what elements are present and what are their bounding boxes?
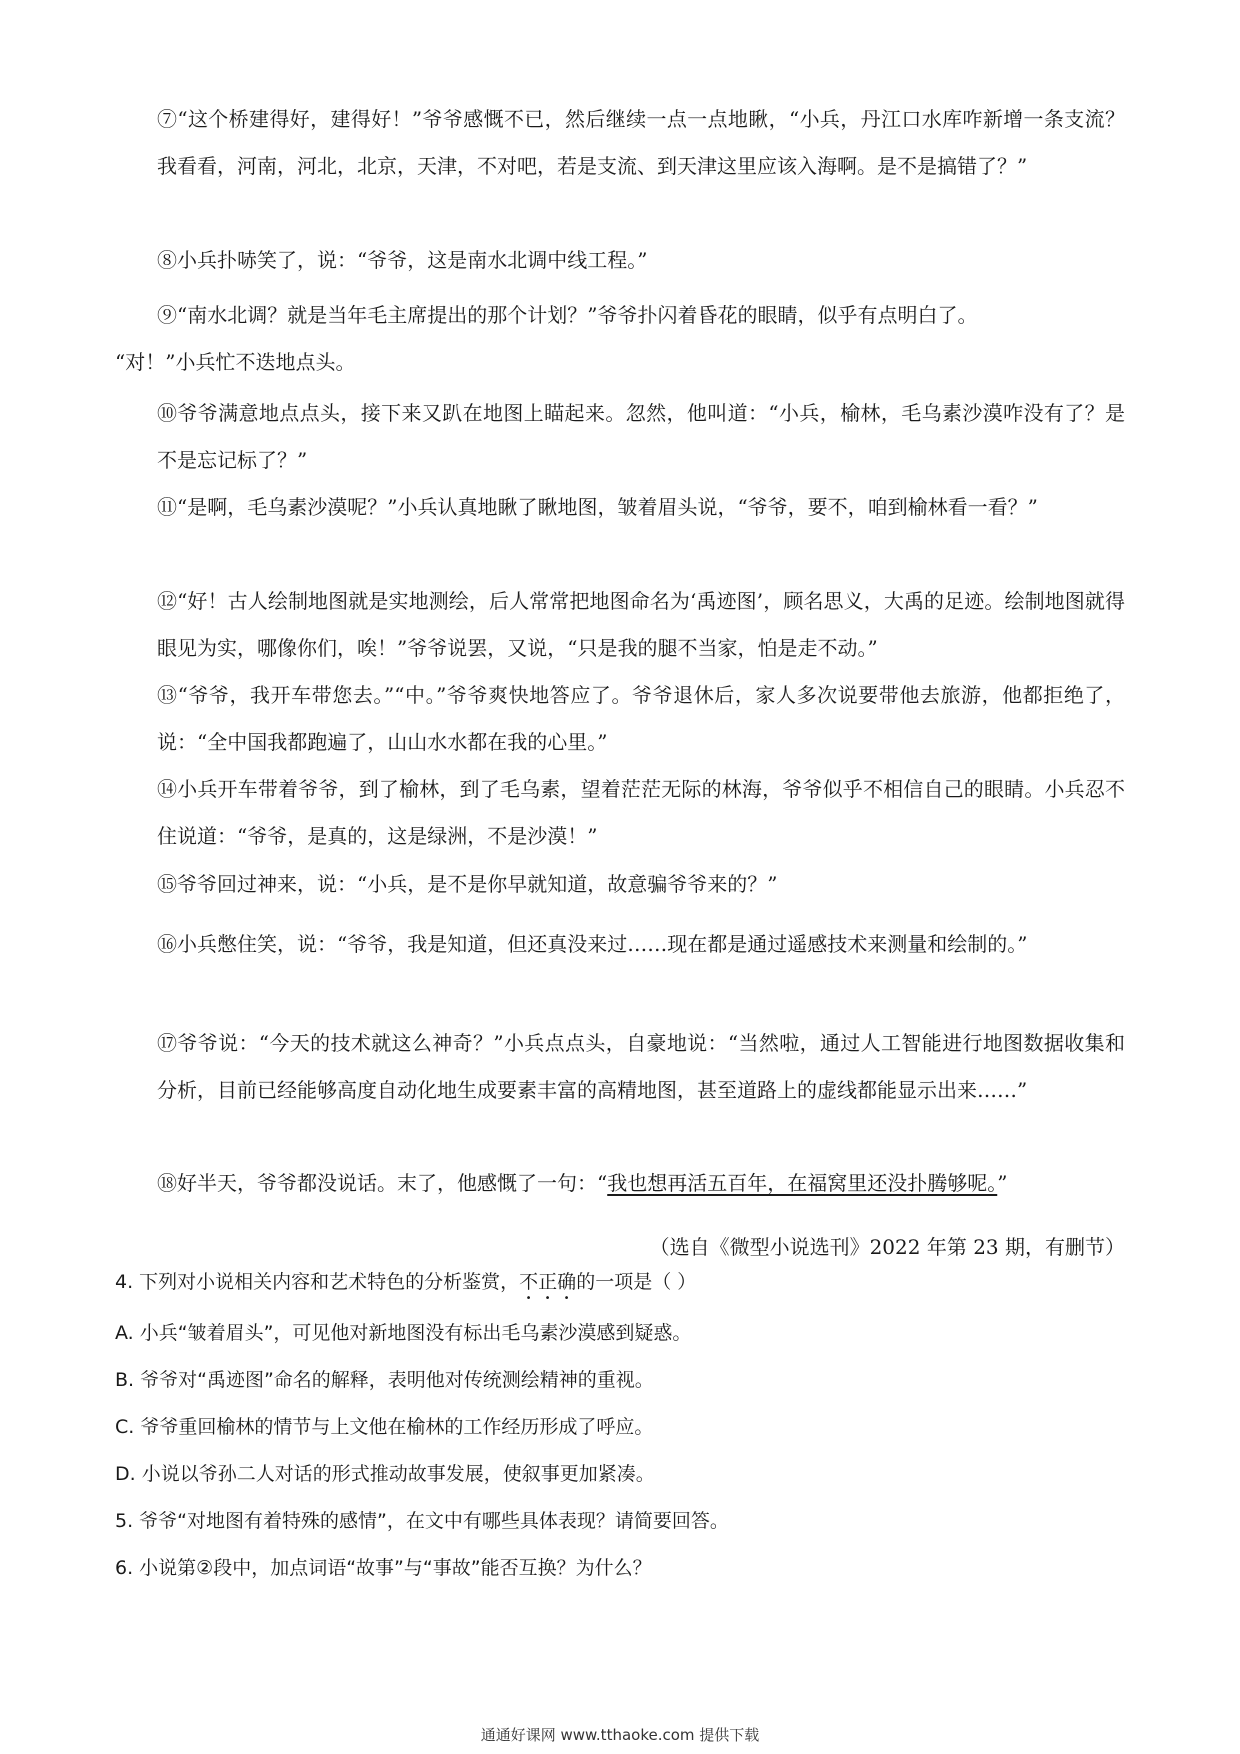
paragraph-8: ⑧小兵扑哧笑了，说：“爷爷，这是南水北调中线工程。” bbox=[157, 248, 648, 272]
emphasis-dotted-text: 不正确 bbox=[519, 1271, 577, 1293]
source-citation: （选自《微型小说选刊》2022 年第 23 期，有删节） bbox=[649, 1235, 1125, 1259]
question-6: 6. 小说第②段中，加点词语“故事”与“事故”能否互换？为什么？ bbox=[115, 1557, 652, 1579]
paragraph-9: ⑨“南水北调？就是当年毛主席提出的那个计划？”爷爷扑闪着昏花的眼睛，似乎有点明白了。 bbox=[157, 303, 978, 327]
paragraph-9-reply: “对！”小兵忙不迭地点头。 bbox=[115, 350, 356, 374]
paragraph-13: ⑬“爷爷，我开车带您去。”“中。”爷爷爽快地答应了。爷爷退休后，家人多次说要带他去旅游，他都拒绝了，说：“全中国我都跑遍了，山山水水都在我的心里。” bbox=[157, 683, 1125, 754]
underlined-sentence: 我也想再活五百年，在福窝里还没扑腾够呢。 bbox=[607, 1171, 998, 1195]
paragraph-15: ⑮爷爷回过神来，说：“小兵，是不是你早就知道，故意骗爷爷来的？” bbox=[157, 872, 778, 896]
paragraph-14: ⑭小兵开车带着爷爷，到了榆林，到了毛乌素，望着茫茫无际的林海，爷爷似乎不相信自己的眼睛。小兵忍不住说道：“爷爷，是真的，这是绿洲，不是沙漠！” bbox=[157, 777, 1125, 848]
question-5: 5. 爷爷“对地图有着特殊的感情”，在文中有哪些具体表现？请简要回答。 bbox=[115, 1510, 729, 1532]
question-4: 4. 下列对小说相关内容和艺术特色的分析鉴赏，不正确的一项是（ ） bbox=[115, 1271, 697, 1293]
paragraph-17: ⑰爷爷说：“今天的技术就这么神奇？”小兵点点头，自豪地说：“当然啦，通过人工智能进行地图数据收集和分析，目前已经能够高度自动化地生成要素丰富的高精地图，甚至道路上的虚线都能显示出来……” bbox=[157, 1031, 1125, 1102]
option-c: C. 爷爷重回榆林的情节与上文他在榆林的工作经历形成了呼应。 bbox=[115, 1416, 654, 1438]
footer-watermark: 通通好课网 www.tthaoke.com 提供下载 bbox=[480, 1726, 760, 1744]
paragraph-11: ⑪“是啊，毛乌素沙漠呢？”小兵认真地瞅了瞅地图，皱着眉头说，“爷爷，要不，咱到榆林看一看？” bbox=[157, 495, 1038, 519]
paragraph-10: ⑩爷爷满意地点点头，接下来又趴在地图上瞄起来。忽然，他叫道：“小兵，榆林，毛乌素沙漠咋没有了？是不是忘记标了？” bbox=[157, 401, 1125, 472]
paragraph-18: ⑱好半天，爷爷都没说话。末了，他感慨了一句：“我也想再活五百年，在福窝里还没扑腾够呢。” bbox=[157, 1171, 1008, 1195]
option-a: A. 小兵“皱着眉头”，可见他对新地图没有标出毛乌素沙漠感到疑惑。 bbox=[115, 1322, 692, 1344]
paragraph-7: ⑦“这个桥建得好，建得好！”爷爷感慨不已，然后继续一点一点地瞅，“小兵，丹江口水库咋新增一条支流？我看看，河南，河北，北京，天津，不对吧，若是支流、到天津这里应该入海啊。是不是搞错了？” bbox=[157, 107, 1125, 178]
option-d: D. 小说以爷孙二人对话的形式推动故事发展，使叙事更加紧凑。 bbox=[115, 1463, 655, 1485]
option-b: B. 爷爷对“禹迹图”命名的解释，表明他对传统测绘精神的重视。 bbox=[115, 1369, 654, 1391]
paragraph-16: ⑯小兵憋住笑，说：“爷爷，我是知道，但还真没来过……现在都是通过遥感技术来测量和绘制的。” bbox=[157, 932, 1028, 956]
paragraph-12: ⑫“好！古人绘制地图就是实地测绘，后人常常把地图命名为‘禹迹图’，顾名思义，大禹的足迹。绘制地图就得眼见为实，哪像你们，唉！”爷爷说罢，又说，“只是我的腿不当家，怕是走不动。” bbox=[157, 589, 1125, 660]
